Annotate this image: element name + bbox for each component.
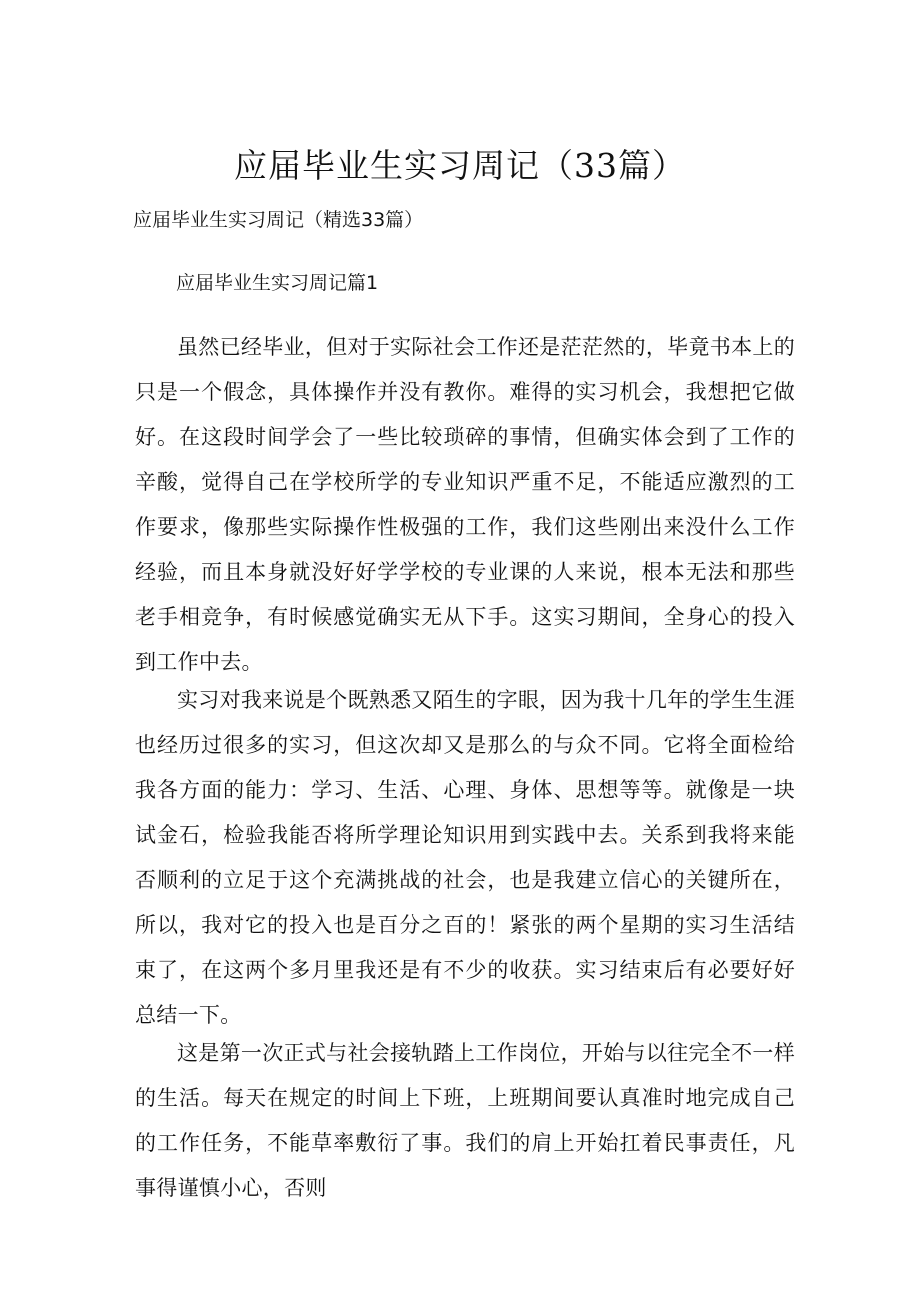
section-heading: 应届毕业生实习周记篇1 — [176, 272, 379, 294]
document-title: 应届毕业生实习周记（33篇） — [234, 146, 686, 185]
document-subtitle: 应届毕业生实习周记（精选33篇） — [133, 209, 424, 231]
body-paragraph-3: 这是第一次正式与社会接轨踏上工作岗位，开始与以往完全不一样的生活。每天在规定的时间上下班，上班期间要认真准时地完成自己的工作任务，不能草率敷衍了事。我们的肩上开始扛着民事责任，凡事得谨慎小心，否则 — [135, 1041, 795, 1200]
body-paragraph-2: 实习对我来说是个既熟悉又陌生的字眼，因为我十几年的学生生涯也经历过很多的实习，但这次却又是那么的与众不同。它将全面检给我各方面的能力：学习、生活、心理、身体、思想等等。就像是一块试金石，检验我能否将所学理论知识用到实践中去。关系到我将来能否顺利的立足于这个充满挑战的社会，也是我建立信心的关键所在，所以，我对它的投入也是百分之百的！紧张的两个星期的实习生活结束了，在这两个多月里我还是有不少的收获。实习结束后有必要好好总结一下。 — [135, 688, 795, 1027]
body-paragraph-1: 虽然已经毕业，但对于实际社会工作还是茫茫然的，毕竟书本上的只是一个假念，具体操作并没有教你。难得的实习机会，我想把它做好。在这段时间学会了一些比较琐碎的事情，但确实体会到了工作的辛酸，觉得自己在学校所学的专业知识严重不足，不能适应激烈的工作要求，像那些实际操作性极强的工作，我们这些刚出来没什么工作经验，而且本身就没好好学学校的专业课的人来说，根本无法和那些老手相竞争，有时候感觉确实无从下手。这实习期间，全身心的投入到工作中去。 — [135, 335, 795, 674]
